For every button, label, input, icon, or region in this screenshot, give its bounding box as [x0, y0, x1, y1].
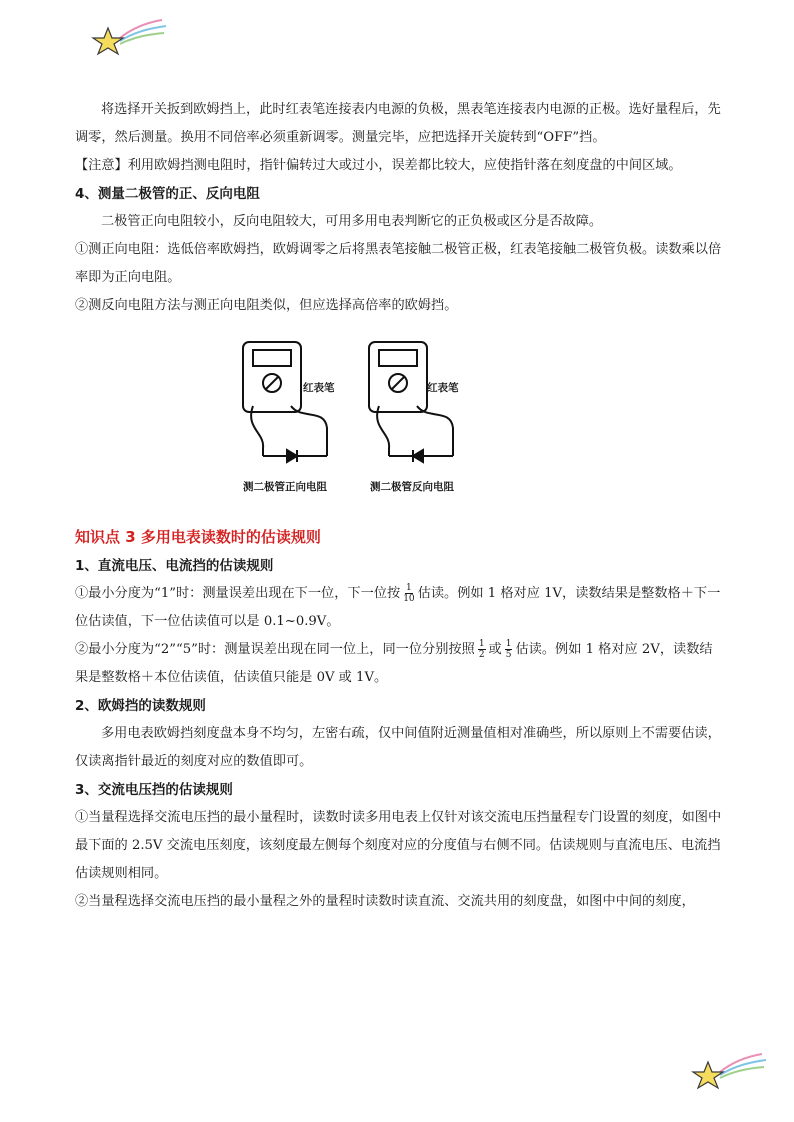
red-probe-label: 红表笔: [427, 382, 459, 394]
list-item: ①当量程选择交流电压挡的最小量程时，读数时读多用电表上仅针对该交流电压挡量程专门设置的刻度，如图中最下面的 2.5V 交流电压刻度，该刻度最左侧每个刻度对应的分度值与右侧不同。估读规则与直流电压、电流挡估读规则相同。: [75, 810, 722, 881]
figure-caption: 测二极管反向电阻: [370, 481, 454, 493]
fraction: $\frac{1}{5}$: [505, 639, 512, 660]
diode-measurement-figure: [75, 328, 723, 508]
section-heading: 1、直流电压、电流挡的估读规则: [75, 558, 274, 574]
list-item: ②最小分度为“2”“5”时：测量误差出现在同一位上，同一位分别按照 $\frac{1}{2}$ 或 $\frac{1}{5}$ 估读。例如 1 格对应 2V，读数结果是整数格＋本位估读值，估读值只能是 0V 或 1V。: [75, 639, 713, 685]
list-item: ①最小分度为“1”时：测量误差出现在下一位，下一位按 $\frac{1}{10}$ 估读。例如 1 格对应 1V，读数结果是整数格＋下一位估读值，下一位估读值可以是 0.1~0.9V。: [75, 583, 721, 629]
knowledge-point-heading: 知识点 3 多用电表读数时的估读规则: [75, 528, 321, 546]
list-item: ②当量程选择交流电压挡的最小量程之外的量程时读数时读直流、交流共用的刻度盘，如图中中间的刻度，: [75, 894, 695, 909]
section-heading: 4、测量二极管的正、反向电阻: [75, 186, 260, 202]
figure-caption: 测二极管正向电阻: [243, 481, 327, 493]
fraction: $\frac{1}{10}$: [403, 583, 415, 604]
list-item: ②测反向电阻方法与测正向电阻类似，但应选择高倍率的欧姆挡。: [75, 298, 458, 313]
multimeter-diagram: [235, 338, 535, 488]
shooting-star-icon: [90, 16, 170, 62]
section-heading: 3、交流电压挡的估读规则: [75, 782, 233, 798]
shooting-star-icon: [690, 1050, 770, 1096]
red-probe-label: 红表笔: [303, 382, 335, 394]
note: 【注意】利用欧姆挡测电阻时，指针偏转过大或过小，误差都比较大，应使指针落在刻度盘的中间区域。: [75, 158, 682, 173]
paragraph: 多用电表欧姆挡刻度盘本身不均匀，左密右疏，仅中间值附近测量值相对准确些，所以原则上不需要估读，仅读离指针最近的刻度对应的数值即可。: [75, 726, 721, 769]
document-body: [75, 96, 723, 916]
paragraph: 将选择开关扳到欧姆挡上，此时红表笔连接表内电源的负极，黑表笔连接表内电源的正极。选好量程后，先调零，然后测量。换用不同倍率必须重新调零。测量完毕，应把选择开关旋转到“OFF”挡。: [75, 102, 721, 145]
fraction: $\frac{1}{2}$: [478, 639, 485, 660]
paragraph: 二极管正向电阻较小，反向电阻较大，可用多用电表判断它的正负极或区分是否故障。: [101, 214, 603, 229]
list-item: ①测正向电阻：选低倍率欧姆挡，欧姆调零之后将黑表笔接触二极管正极，红表笔接触二极管负极。读数乘以倍率即为正向电阻。: [75, 242, 722, 285]
section-heading: 2、欧姆挡的读数规则: [75, 698, 206, 714]
